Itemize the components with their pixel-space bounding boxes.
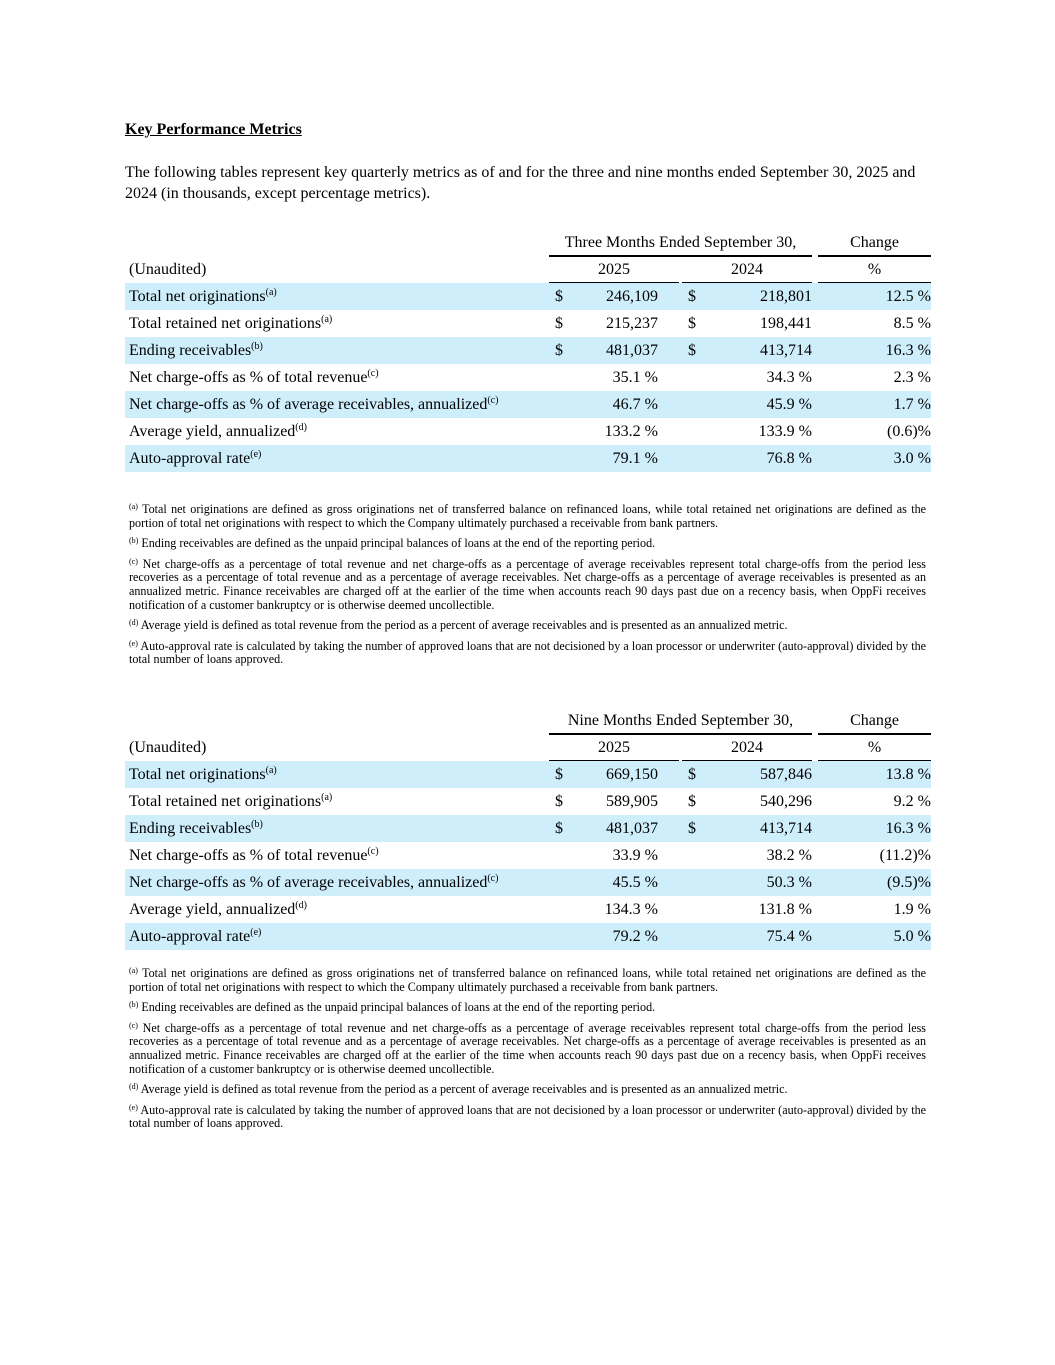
value-2025: 33.9 % [612,847,658,864]
footnote-mark: (b) [129,1000,139,1010]
value-2025: 79.2 % [612,928,658,945]
footnote-text: Ending receivables are defined as the unpaid principal balances of loans at the end of the reporting period. [141,536,656,551]
metric-label [129,288,277,306]
currency-2024: $ [688,315,696,332]
metric-name: Total retained net originations [129,315,322,332]
metric-label [129,315,332,333]
footnote-text: Net charge-offs as a percentage of total revenue and net charge-offs as a percentage of average receivables represent total charge-offs from the period less recoveries as a percentage of total revenue and as a percentage of average receivables. Net charge-offs as a percentage of average receivables is presented as an annualized metric. Finance receivables are charged off at the earlier of the time when accounts reach 90 days past due on a recency basis, when OppFi receives notification of a customer bankruptcy or is otherwise deemed uncollectible. [129,556,926,612]
footnote [129,558,926,612]
footnote [129,1083,926,1097]
currency-2024: $ [688,288,696,305]
intro-paragraph: The following tables represent key quarterly metrics as of and for the three and nine months ended September 30, 2025 and 2024 (in thousands, except percentage metrics). [125,164,916,202]
change-header: Change [850,712,899,729]
change-percent: 2.3 % [893,369,931,386]
currency-2025: $ [555,288,563,305]
table-body [125,761,931,950]
footnote-mark: (a) [129,966,138,975]
value-2025: 134.3 % [604,901,658,918]
value-2024: 50.3 % [766,874,812,891]
year-2024-header: 2024 [731,261,763,278]
metric-name: Ending receivables [129,342,252,359]
footnote [129,503,926,530]
change-percent: 5.0 % [893,928,931,945]
currency-2025: $ [555,315,563,332]
value-2024: 76.8 % [766,450,812,467]
footnote-marker: (a) [265,765,277,776]
change-percent: 3.0 % [893,450,931,467]
table-header-top [125,707,931,734]
currency-2025: $ [555,766,563,783]
table-row [125,445,931,472]
table-row [125,896,931,923]
change-percent: 1.9 % [893,901,931,918]
metric-name: Total net originations [129,288,266,305]
metric-name: Net charge-offs as % of average receivables, annualized [129,396,488,413]
table-row [125,310,931,337]
value-2024: 75.4 % [766,928,812,945]
footnote [129,537,926,551]
metric-name: Auto-approval rate [129,450,251,467]
footnote-mark: (c) [129,1020,138,1030]
footnote-text: Total net originations are defined as gross originations net of transferred balance on refinanced loans, while total retained net originations are defined as the portion of total net originations with respect to which the Company ultimately purchased a receivable from bank partners. [129,966,926,994]
year-2025-header: 2025 [598,739,630,756]
metric-name: Ending receivables [129,820,252,837]
footnote-text: Auto-approval rate is calculated by taking the number of approved loans that are not decisioned by a loan processor or underwriter (auto-approval) divided by the total number of loans approved. [129,638,927,667]
period-header: Three Months Ended September 30, [564,234,797,251]
footnote-mark: (c) [129,556,138,566]
value-2025: 215,237 [606,315,658,332]
period-header: Nine Months Ended September 30, [567,712,794,729]
table-body [125,283,931,472]
page-title: Key Performance Metrics [125,121,302,138]
footnote-text: Auto-approval rate is calculated by taking the number of approved loans that are not decisioned by a loan processor or underwriter (auto-approval) divided by the total number of loans approved. [129,1102,927,1131]
percent-header: % [867,261,882,278]
table-row [125,337,931,364]
footnote-mark: (d) [129,618,139,628]
value-2024: 587,846 [760,766,812,783]
metric-label [129,793,332,811]
value-2025: 481,037 [606,820,658,837]
table-header-bottom [125,734,931,761]
footnote-marker: (e) [250,449,262,460]
currency-2025: $ [555,793,563,810]
footnote-marker: (a) [265,287,277,298]
value-2024: 218,801 [760,288,812,305]
nine-months-footnotes [129,967,926,1138]
footnote-mark: (a) [129,502,138,511]
change-percent: (0.6)% [887,423,931,440]
metric-label [129,450,261,468]
footnote-mark: (e) [129,1102,138,1112]
value-2025: 589,905 [606,793,658,810]
change-header: Change [850,234,899,251]
currency-2024: $ [688,766,696,783]
footnote [129,1001,926,1015]
footnote-marker: (e) [250,927,262,938]
value-2024: 38.2 % [766,847,812,864]
footnote-text: Net charge-offs as a percentage of total revenue and net charge-offs as a percentage of average receivables represent total charge-offs from the period less recoveries as a percentage of total revenue and as a percentage of average receivables. Net charge-offs as a percentage of average receivables is presented as an annualized metric. Finance receivables are charged off at the earlier of the time when accounts reach 90 days past due on a recency basis, when OppFi receives notification of a customer bankruptcy or is otherwise deemed uncollectible. [129,1020,926,1076]
footnote-marker: (b) [251,819,263,830]
footnote-mark: (d) [129,1082,139,1092]
percent-header: % [867,739,882,756]
change-percent: (9.5)% [887,874,931,891]
value-2024: 133.9 % [758,423,812,440]
value-2024: 34.3 % [766,369,812,386]
change-percent: (11.2)% [879,847,931,864]
value-2024: 413,714 [760,342,812,359]
metric-name: Net charge-offs as % of total revenue [129,847,368,864]
value-2025: 481,037 [606,342,658,359]
metric-label [129,342,263,360]
footnote-mark: (e) [129,638,138,648]
change-percent: 1.7 % [893,396,931,413]
metric-label [129,396,498,414]
metric-name: Auto-approval rate [129,928,251,945]
metric-label [129,874,498,892]
metric-name: Average yield, annualized [129,423,296,440]
footnote [129,1022,926,1076]
footnote [129,967,926,994]
metric-name: Total retained net originations [129,793,322,810]
change-percent: 16.3 % [885,342,931,359]
metric-name: Net charge-offs as % of average receivables, annualized [129,874,488,891]
table-row [125,283,931,310]
change-percent: 16.3 % [885,820,931,837]
footnote-marker: (a) [321,792,333,803]
metric-label [129,369,379,387]
change-percent: 13.8 % [885,766,931,783]
year-2025-header: 2025 [598,261,630,278]
table-row [125,842,931,869]
value-2025: 133.2 % [604,423,658,440]
footnote-marker: (a) [321,314,333,325]
value-2024: 131.8 % [758,901,812,918]
metric-label [129,928,261,946]
three-months-table [125,229,931,472]
footnote-text: Ending receivables are defined as the unpaid principal balances of loans at the end of the reporting period. [141,1000,656,1015]
table-row [125,391,931,418]
year-2024-header: 2024 [731,739,763,756]
footnote-marker: (d) [295,422,307,433]
value-2025: 45.5 % [612,874,658,891]
currency-2024: $ [688,793,696,810]
change-percent: 9.2 % [893,793,931,810]
three-months-footnotes [129,503,926,674]
footnote-text: Average yield is defined as total revenue from the period as a percent of average receivables and is presented as an annualized metric. [140,1082,788,1097]
currency-2024: $ [688,342,696,359]
table-row [125,869,931,896]
footnote-marker: (d) [295,900,307,911]
value-2024: 198,441 [760,315,812,332]
footnote-marker: (b) [251,341,263,352]
metric-label [129,766,277,784]
currency-2024: $ [688,820,696,837]
value-2025: 46.7 % [612,396,658,413]
table-row [125,815,931,842]
table-row [125,761,931,788]
footnote-marker: (c) [487,395,499,406]
footnote-text: Total net originations are defined as gross originations net of transferred balance on refinanced loans, while total retained net originations are defined as the portion of total net originations with respect to which the Company ultimately purchased a receivable from bank partners. [129,502,926,530]
footnote [129,619,926,633]
footnote-marker: (c) [487,873,499,884]
value-2025: 246,109 [606,288,658,305]
metric-label [129,847,379,865]
currency-2025: $ [555,820,563,837]
footnote-marker: (c) [367,368,379,379]
table-header-top [125,229,931,256]
footnote-text: Average yield is defined as total revenue from the period as a percent of average receivables and is presented as an annualized metric. [140,618,788,633]
value-2025: 669,150 [606,766,658,783]
metric-name: Average yield, annualized [129,901,296,918]
change-percent: 12.5 % [885,288,931,305]
nine-months-table [125,707,931,950]
table-row [125,364,931,391]
metric-label [129,820,263,838]
value-2025: 35.1 % [612,369,658,386]
unaudited-label: (Unaudited) [129,739,207,756]
metric-label [129,423,307,441]
unaudited-label: (Unaudited) [129,261,207,278]
change-percent: 8.5 % [893,315,931,332]
table-header-bottom [125,256,931,283]
footnote-mark: (b) [129,536,139,546]
value-2024: 413,714 [760,820,812,837]
table-row [125,923,931,950]
value-2024: 540,296 [760,793,812,810]
footnote [129,640,926,667]
metric-name: Net charge-offs as % of total revenue [129,369,368,386]
metric-name: Total net originations [129,766,266,783]
value-2025: 79.1 % [612,450,658,467]
footnote [129,1104,926,1131]
currency-2025: $ [555,342,563,359]
metric-label [129,901,307,919]
value-2024: 45.9 % [766,396,812,413]
table-row [125,788,931,815]
footnote-marker: (c) [367,846,379,857]
table-row [125,418,931,445]
